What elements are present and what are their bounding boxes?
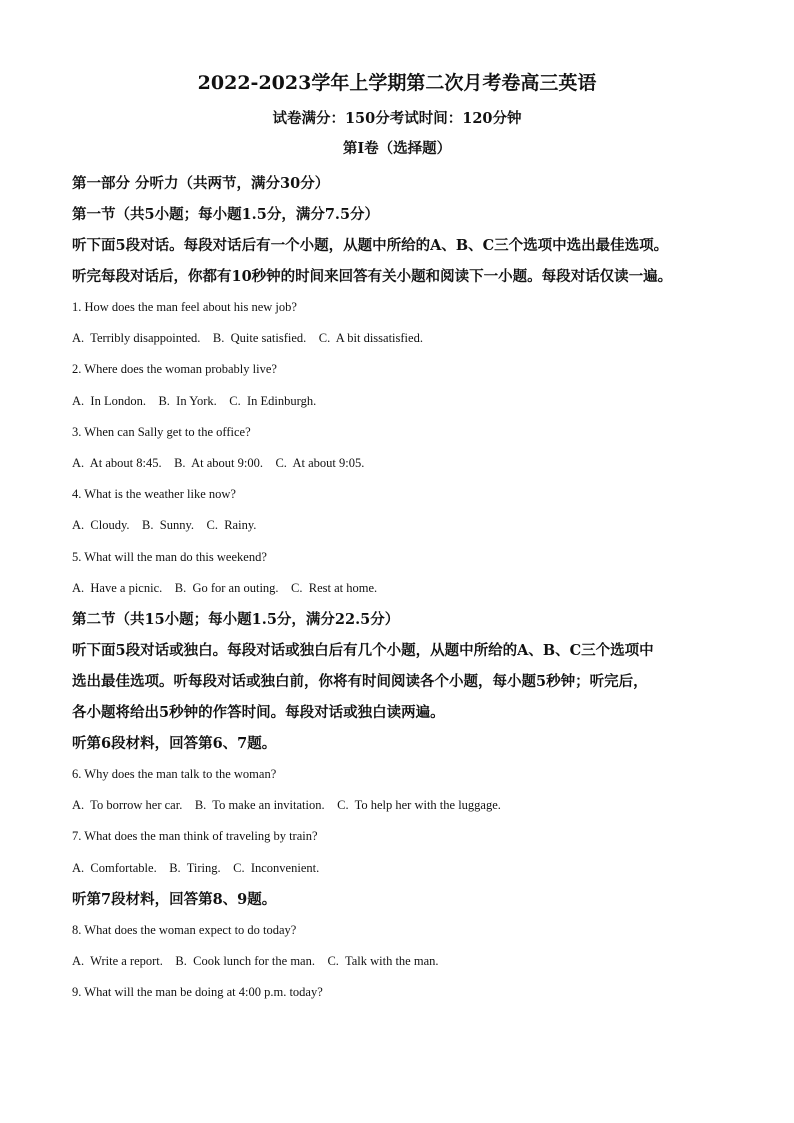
section1-instruction-line: 听完每段对话后，你都有10秒钟的时间来回答有关小题和阅读下一小题。每段对话仅读一遍。 [72,268,673,285]
section1-instruction-line: 听下面5段对话。每段对话后有一个小题，从题中所给的A、B、C三个选项中选出最佳选项。 [72,237,669,254]
question-2-options: A. In London. B. In York. C. In Edinburgh. [72,393,317,408]
exam-info: 试卷满分：150分考试时间：120分钟 [272,110,522,127]
question-4: 4. What is the weather like now? [72,487,236,502]
section2-instruction-line: 选出最佳选项。听每段对话或独白前，你将有时间阅读各个小题，每小题5秒钟；听完后， [72,673,648,691]
material-6-heading: 听第6段材料，回答第6、7题。 [72,735,277,753]
question-1: 1. How does the man feel about his new job? [72,300,297,314]
question-5: 5. What will the man do this weekend? [72,549,267,564]
exam-title: 2022-2023学年上学期第二次月考卷高三英语 [197,72,597,94]
question-8: 8. What does the woman expect to do today? [72,922,297,937]
question-5-options: A. Have a picnic. B. Go for an outing. C. Rest at home. [72,580,378,595]
question-9: 9. What will the man be doing at 4:00 p.m. today? [72,985,323,1000]
section1-heading: 第一节（共5小题；每小题1.5分，满分7.5分） [72,206,380,223]
section2-instruction-line: 听下面5段对话或独白。每段对话或独白后有几个小题，从题中所给的A、B、C三个选项中 [72,642,654,660]
question-6: 6. Why does the man talk to the woman? [72,767,277,782]
question-3: 3. When can Sally get to the office? [72,424,251,439]
material-7-heading: 听第7段材料，回答第8、9题。 [72,890,277,908]
volume-heading: 第Ⅰ卷（选择题） [342,140,452,157]
section2-instruction-line: 各小题将给出5秒钟的作答时间。每段对话或独白读两遍。 [72,704,445,722]
part1-heading: 第一部分 分听力（共两节，满分30分） [72,175,330,192]
question-6-options: A. To borrow her car. B. To make an invitation. C. To help her with the luggage. [72,798,501,813]
question-3-options: A. At about 8:45. B. At about 9:00. C. At about 9:05. [72,456,365,471]
section2-heading: 第二节（共15小题；每小题1.5分，满分22.5分） [72,611,400,629]
question-7: 7. What does the man think of traveling by train? [72,829,318,844]
question-7-options: A. Comfortable. B. Tiring. C. Inconvenient. [72,860,320,875]
question-8-options: A. Write a report. B. Cook lunch for the man. C. Talk with the man. [72,954,439,969]
question-4-options: A. Cloudy. B. Sunny. C. Rainy. [72,518,257,533]
question-1-options: A. Terribly disappointed. B. Quite satisfied. C. A bit dissatisfied. [72,331,423,346]
question-2: 2. Where does the woman probably live? [72,362,277,377]
